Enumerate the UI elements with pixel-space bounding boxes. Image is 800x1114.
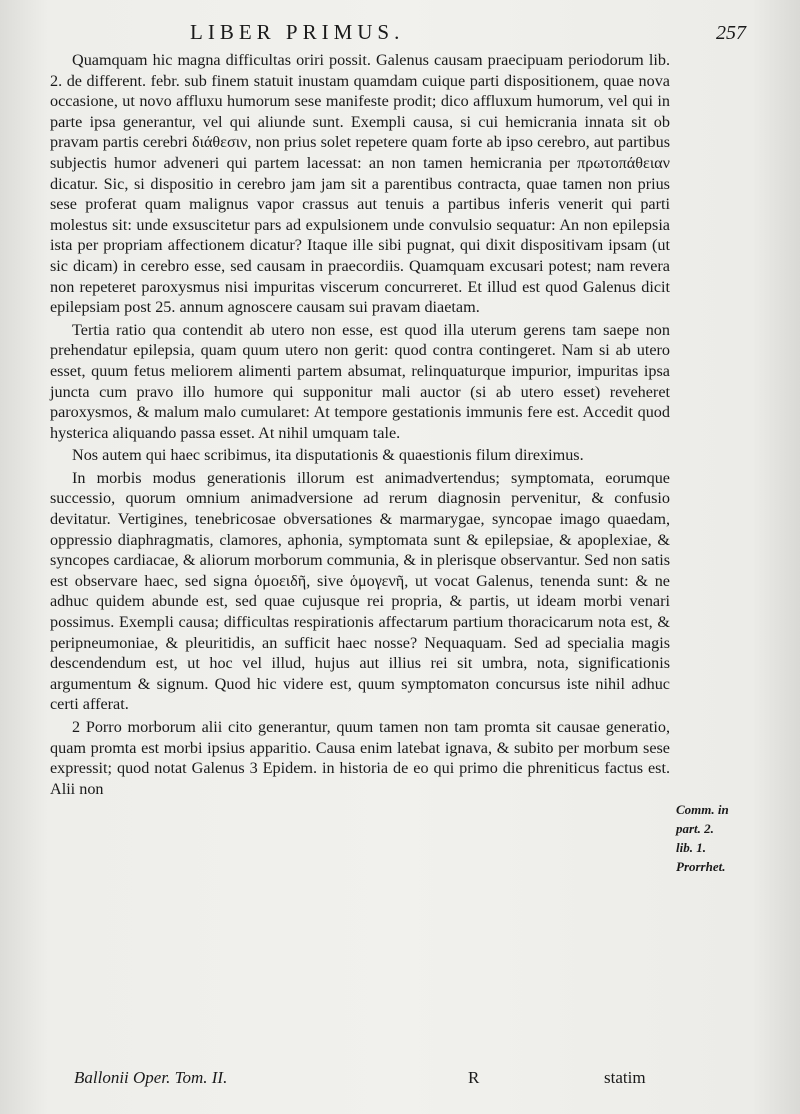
running-head: LIBER PRIMUS. <box>190 20 405 44</box>
marginal-note-line: Comm. in <box>676 802 729 817</box>
paragraph: In morbis modus generationis illorum est animadvertendus; symptomata, eorumque successio, quorum omnium animadversione ad rerum diagnosin pervenitur, & confusio devitatur. Vertigines, tenebricosae obversationes & marmarygae, syncopae imago quaedam, oppressio diaphragmatis, clamores, aphonia, symptomata sunt & epilepsiae, & apoplexiae, & syncopes cardiacae, & aliorum morborum communia, & in plerisque observantur. Sed non satis est observare haec, sed signa ὁμοειδῆ, sive ὁμογενῆ, ut vocat Galenus, tenenda sunt: & ne adhuc quidem abunde est, sed quae cujusque rei propria, & partis, ut ideam morbi venari possimus. Exempli causa; difficultas respirationis affectarum partium thoracicarum nota est, & peripneumoniae, & pleuritidis, an sufficit haec nosse? Nequaquam. Sed ad specialia magis descendendum est, ut hoc vel illud, hujus aut illius rei sit umbra, nota, significationis argumentum & signum. Quod hic videre est, quum symptomaton concursus iste nihil adhuc certi afferat. <box>50 468 670 714</box>
body-text <box>50 50 670 799</box>
marginal-note-line: Prorrhet. <box>676 859 726 874</box>
signature-letter: R <box>468 1068 480 1087</box>
marginal-note <box>676 800 796 876</box>
page-number: 257 <box>716 22 746 44</box>
paragraph: 2 Porro morborum alii cito generantur, quum tamen non tam promta sit causae generatio, quam promta est morbi ipsius apparitio. Causa enim latebat ignava, & subito per morbum sese expressit; quod notat Galenus 3 Epidem. in historia de eo qui primo die phreniticus factus est. Alii non <box>50 718 670 798</box>
catchword: statim <box>604 1068 646 1087</box>
paragraph: Quamquam hic magna difficultas oriri possit. Galenus causam praecipuam periodorum lib. 2. de different. febr. sub finem statuit inustam quamdam cuique parti dispositionem, quae nova occasione, ut novo affluxu humorum sese manifeste prodit; dico affluxum humorum, vel qui in parte ipsa generantur, vel qui aliunde sunt. Exempli causa, si cui hemicrania innata sit ob pravam partis cerebri διάθεσιν, non prius solet repetere quam forte ab ipso cerebro, aut partibus subjectis humor adveneri qui partem lacessat: an non tamen hemicrania per πρωτοπάθειαν dicatur. Sic, si dispositio in cerebro jam jam sit a parentibus contracta, quae tamen non prius sese proferat quam malignus vapor crassus aut tenuis a partibus inferis venerit qui parti molestus sit: unde exsuscitetur pars ad expulsionem unde convulsio sequatur: An non epilepsia ista per propriam affectionem dicatur? Itaque ille sibi pugnat, qui dixit dispositivam ipsam (ut sic dicam) in cerebro esse, sed causam in praecordiis. Quamquam excusari potest; nam revera non repeteret paroxysmus nisi impuritas viscerum concurreret. Et illud est quod Galenus dicit epilepsiam post 25. annum agnoscere causam sui pravam diaetam. <box>50 51 670 317</box>
paragraph: Nos autem qui haec scribimus, ita disputationis & quaestionis filum direximus. <box>72 446 584 465</box>
marginal-note-line: lib. 1. <box>676 840 706 855</box>
paragraph: Tertia ratio qua contendit ab utero non esse, est quod illa uterum gerens tam saepe non prehendatur epilepsia, quam quum utero non gerit: quod contra contingeret. Nam si ab utero esset, quum fetus meliorem alimenti partem absumat, relinquaturque impurior, impuritas ipsa juncta cum pravo illo humore qui supponitur mali auctor (si ab utero esset) reveheret paroxysmos, & malum malo cumularet: At tempore gestationis immunis fere est. Accedit quod hysterica aliquando passa esset. At nihil umquam tale. <box>50 320 670 442</box>
marginal-note-line: part. 2. <box>676 821 714 836</box>
signature-line: Ballonii Oper. Tom. II. <box>74 1068 228 1087</box>
